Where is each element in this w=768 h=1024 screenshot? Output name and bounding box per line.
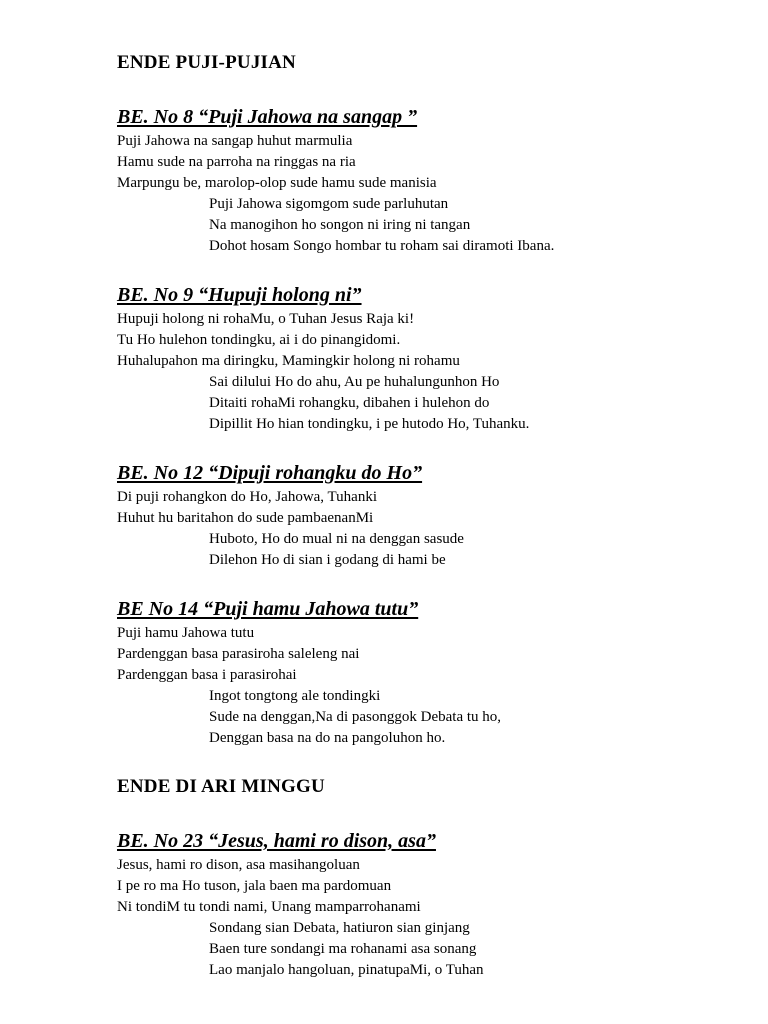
refrain-line: Sondang sian Debata, hatiuron sian ginjang [209, 920, 470, 936]
refrain-line: Huboto, Ho do mual ni na denggan sasude [209, 531, 464, 547]
refrain-line: Puji Jahowa sigomgom sude parluhutan [209, 196, 449, 212]
hymn-title: BE No 14 “Puji hamu Jahowa tutu” [117, 598, 419, 620]
refrain-line: Baen ture sondangi ma rohanami asa sonang [209, 941, 477, 957]
refrain-line: Sude na denggan,Na di pasonggok Debata tu ho, [209, 709, 502, 725]
refrain-line: Sai dilului Ho do ahu, Au pe huhalungunhon Ho [209, 374, 500, 390]
hymn-document [117, 50, 737, 1006]
hymn-be-9 [117, 282, 737, 435]
section-title: ENDE DI ARI MINGGU [117, 776, 325, 797]
verse-line: Huhalupahon ma diringku, Mamingkir holong ni rohamu [117, 353, 460, 369]
refrain-line: Na manogihon ho songon ni iring ni tangan [209, 217, 471, 233]
verse-line: Pardenggan basa parasiroha saleleng nai [117, 646, 360, 662]
refrain-line: Dipillit Ho hian tondingku, i pe hutodo Ho, Tuhanku. [209, 416, 530, 432]
hymn-be-14 [117, 596, 737, 749]
refrain-line: Dilehon Ho di sian i godang di hami be [209, 552, 446, 568]
hymn-be-23 [117, 828, 737, 981]
verse-line: Jesus, hami ro dison, asa masihangoluan [117, 857, 360, 873]
verse-line: Puji Jahowa na sangap huhut marmulia [117, 133, 353, 149]
verse-line: Marpungu be, marolop-olop sude hamu sude manisia [117, 175, 437, 191]
verse-line: Ni tondiM tu tondi nami, Unang mamparrohanami [117, 899, 421, 915]
verse-line: Pardenggan basa i parasirohai [117, 667, 297, 683]
verse-line: Hamu sude na parroha na ringgas na ria [117, 154, 356, 170]
hymn-be-8 [117, 104, 737, 257]
hymn-be-12 [117, 460, 737, 571]
hymn-title: BE. No 9 “Hupuji holong ni” [117, 284, 362, 306]
verse-line: Di puji rohangkon do Ho, Jahowa, Tuhanki [117, 489, 377, 505]
verse-line: I pe ro ma Ho tuson, jala baen ma pardomuan [117, 878, 392, 894]
hymn-title: BE. No 23 “Jesus, hami ro dison, asa” [117, 830, 436, 852]
refrain-line: Ingot tongtong ale tondingki [209, 688, 381, 704]
refrain-line: Lao manjalo hangoluan, pinatupaMi, o Tuhan [209, 962, 484, 978]
section-title: ENDE PUJI-PUJIAN [117, 52, 296, 73]
hymn-title: BE. No 8 “Puji Jahowa na sangap ” [117, 106, 418, 128]
verse-line: Puji hamu Jahowa tutu [117, 625, 255, 641]
refrain-line: Denggan basa na do na pangoluhon ho. [209, 730, 446, 746]
hymn-title: BE. No 12 “Dipuji rohangku do Ho” [117, 462, 423, 484]
verse-line: Hupuji holong ni rohaMu, o Tuhan Jesus Raja ki! [117, 311, 415, 327]
refrain-line: Dohot hosam Songo hombar tu roham sai diramoti Ibana. [209, 238, 555, 254]
verse-line: Huhut hu baritahon do sude pambaenanMi [117, 510, 374, 526]
verse-line: Tu Ho hulehon tondingku, ai i do pinangidomi. [117, 332, 401, 348]
refrain-line: Ditaiti rohaMi rohangku, dibahen i hulehon do [209, 395, 490, 411]
